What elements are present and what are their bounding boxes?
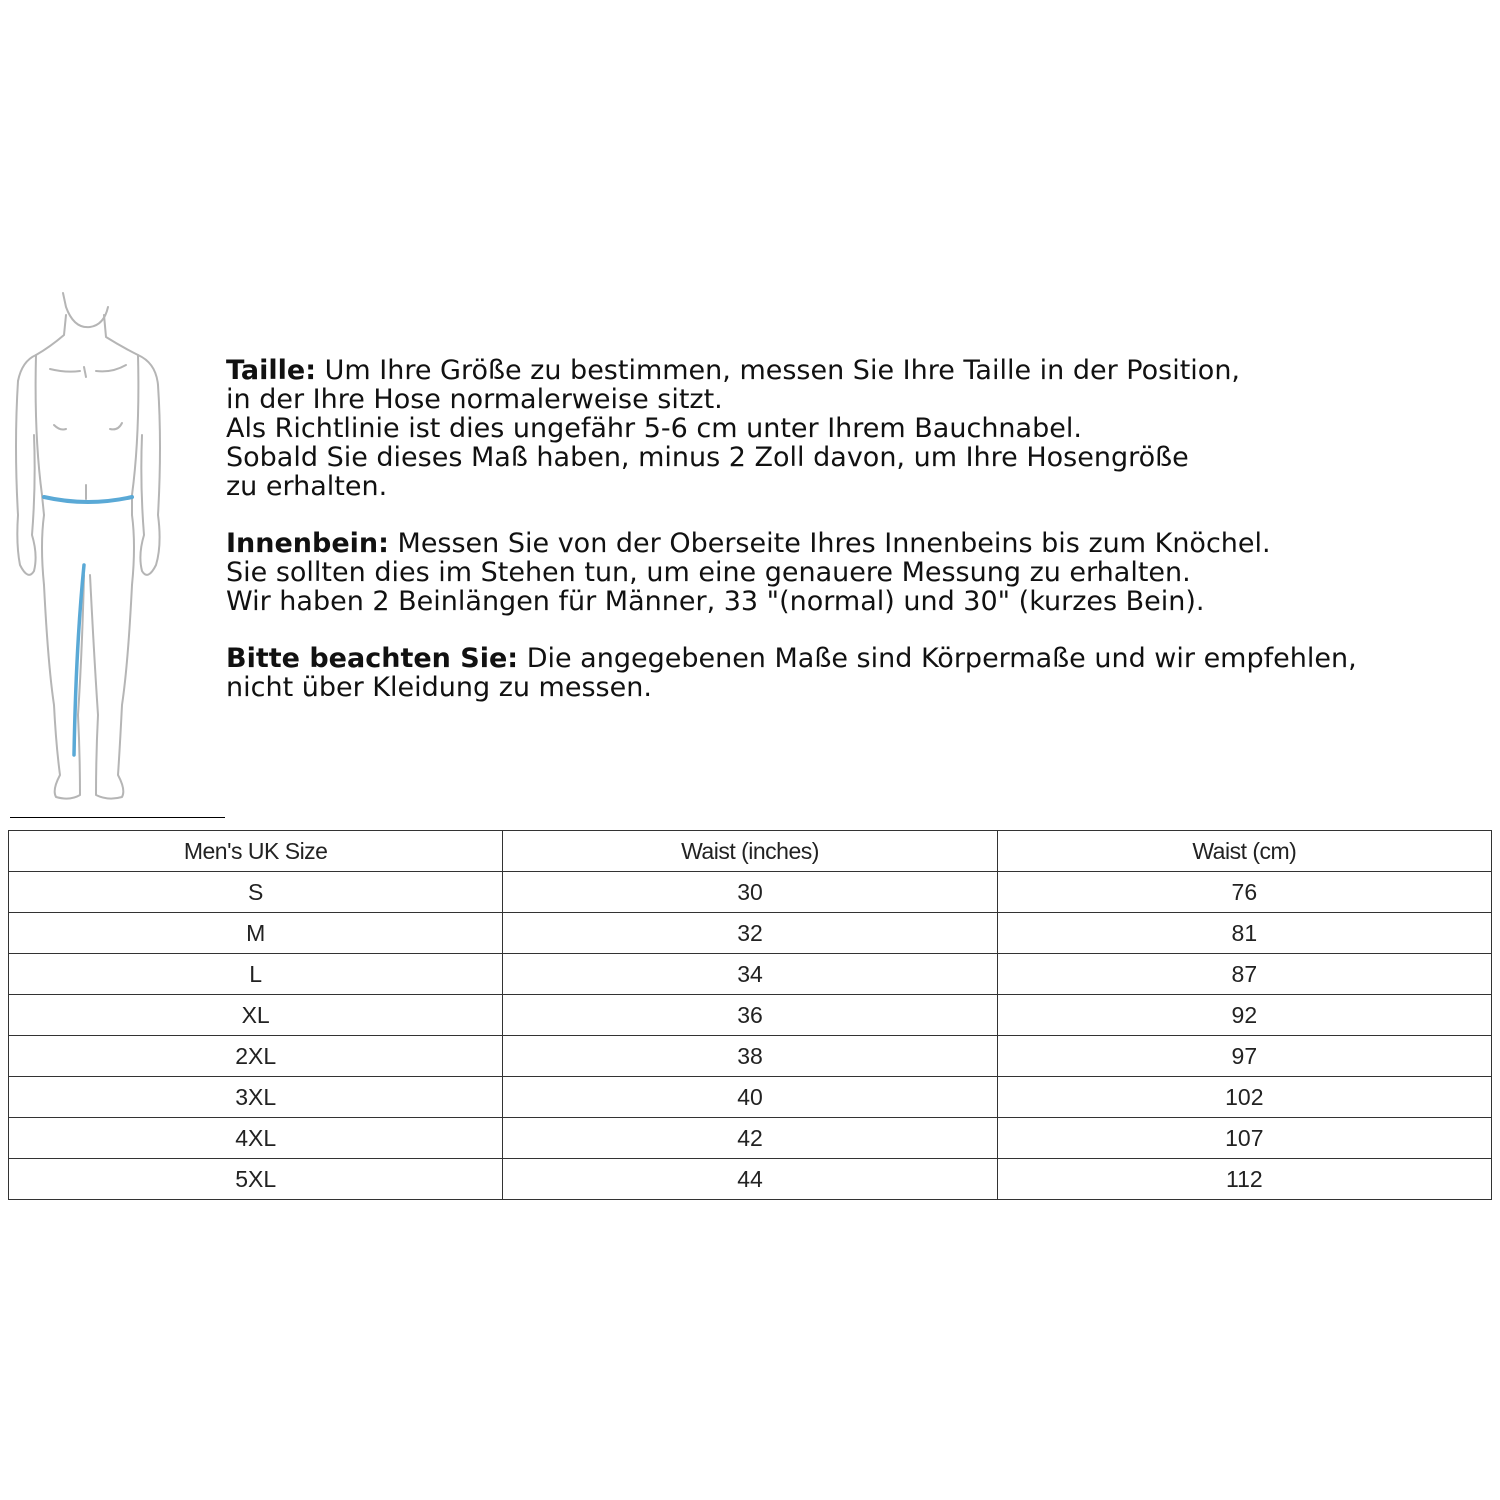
waist-cm-cell: 97 [997, 1036, 1491, 1077]
table-row [9, 1036, 1492, 1077]
size-cell: M [9, 913, 503, 954]
table-row [9, 1159, 1492, 1200]
waist-instructions [226, 356, 1476, 501]
waist-inches-cell: 40 [503, 1077, 997, 1118]
size-cell: 5XL [9, 1159, 503, 1200]
waist-inches-cell: 42 [503, 1118, 997, 1159]
table-row [9, 995, 1492, 1036]
size-chart-table [8, 830, 1492, 1200]
waist-line-4: Sobald Sie dieses Maß haben, minus 2 Zoll davon, um Ihre Hosengröße [226, 442, 1189, 473]
inseam-line-2: Sie sollten dies im Stehen tun, um eine genauere Messung zu erhalten. [226, 557, 1191, 588]
waist-cm-cell: 87 [997, 954, 1491, 995]
waist-inches-cell: 36 [503, 995, 997, 1036]
waist-inches-cell: 32 [503, 913, 997, 954]
inseam-line-1: Messen Sie von der Oberseite Ihres Innenbeins bis zum Knöchel. [388, 528, 1271, 559]
waist-line-5: zu erhalten. [226, 471, 388, 502]
size-cell: XL [9, 995, 503, 1036]
waist-inches-cell: 38 [503, 1036, 997, 1077]
waist-cm-cell: 102 [997, 1077, 1491, 1118]
waist-line-3: Als Richtlinie ist dies ungefähr 5-6 cm unter Ihrem Bauchnabel. [226, 413, 1082, 444]
table-row [9, 1118, 1492, 1159]
note-line-2: nicht über Kleidung zu messen. [226, 672, 652, 703]
size-cell: S [9, 872, 503, 913]
size-cell: L [9, 954, 503, 995]
waist-cm-cell: 107 [997, 1118, 1491, 1159]
measurement-instructions [226, 356, 1476, 730]
divider-line [10, 817, 225, 818]
waist-heading: Taille: [226, 355, 317, 386]
inseam-line-3: Wir haben 2 Beinlängen für Männer, 33 "(normal) und 30" (kurzes Bein). [226, 586, 1205, 617]
waist-cm-cell: 81 [997, 913, 1491, 954]
size-cell: 2XL [9, 1036, 503, 1077]
note-line-1: Die angegebenen Maße sind Körpermaße und wir empfehlen, [518, 643, 1357, 674]
size-cell: 4XL [9, 1118, 503, 1159]
waist-inches-cell: 30 [503, 872, 997, 913]
table-row [9, 1077, 1492, 1118]
waist-line-1: Um Ihre Größe zu bestimmen, messen Sie Ihre Taille in der Position, [316, 355, 1241, 386]
inseam-heading: Innenbein: [226, 528, 389, 559]
note-heading: Bitte beachten Sie: [226, 643, 519, 674]
size-cell: 3XL [9, 1077, 503, 1118]
table-header-row [9, 831, 1492, 872]
table-row [9, 954, 1492, 995]
waist-cm-cell: 112 [997, 1159, 1491, 1200]
table-row [9, 913, 1492, 954]
waist-cm-cell: 92 [997, 995, 1491, 1036]
inseam-instructions [226, 529, 1476, 616]
header-waist-inches: Waist (inches) [503, 831, 997, 872]
waist-line-2: in der Ihre Hose normalerweise sitzt. [226, 384, 723, 415]
waist-inches-cell: 34 [503, 954, 997, 995]
table-row [9, 872, 1492, 913]
header-uk-size: Men's UK Size [9, 831, 503, 872]
waist-inches-cell: 44 [503, 1159, 997, 1200]
body-measurement-figure-icon [0, 285, 180, 805]
header-waist-cm: Waist (cm) [997, 831, 1491, 872]
note-instructions [226, 644, 1476, 702]
waist-cm-cell: 76 [997, 872, 1491, 913]
